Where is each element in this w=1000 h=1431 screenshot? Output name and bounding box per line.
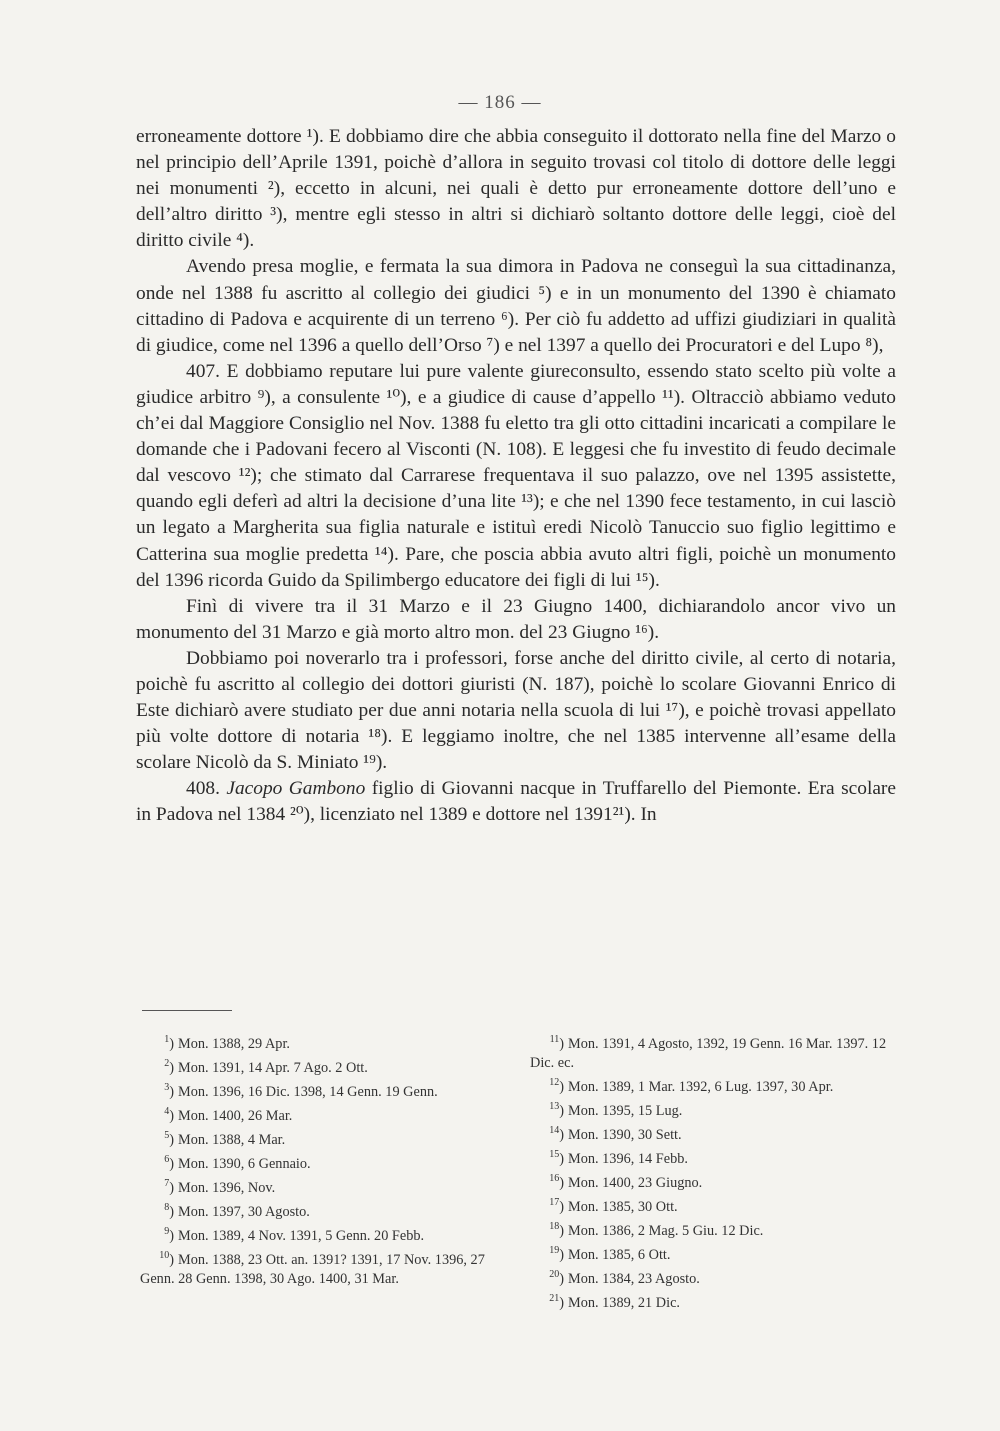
footnote-text: Mon. 1385, 30 Ott.: [568, 1198, 678, 1215]
footnote-text: Mon. 1386, 2 Mag. 5 Giu. 12 Dic.: [568, 1222, 764, 1239]
footnote-number: $^{19}$): [549, 1244, 564, 1263]
footnote: [530, 1121, 896, 1145]
footnote: [530, 1097, 896, 1121]
footnote: [140, 1198, 502, 1222]
footnote: [140, 1030, 502, 1054]
footnote-text: Mon. 1396, Nov.: [178, 1179, 276, 1196]
footnote: [530, 1145, 896, 1169]
paragraph: Avendo presa moglie, e fermata la sua dimora in Padova ne conseguì la sua cittadinanza, onde nel 1388 fu ascritto al collegio dei giudici ⁵) e in un monumento del 1390 è chiamato cittadino di Padova e acquirente di un terreno ⁶). Per ciò fu addetto ad uffizi giudiziari in qualità di giudice, come nel 1396 a quello dell’Orso ⁷) e nel 1397 a quello dei Procuratori e del Lupo ⁸),: [136, 256, 896, 356]
paragraph: erroneamente dottore ¹). E dobbiamo dire che abbia conseguito il dottorato nella fine del Marzo o nel principio dell’Aprile 1391, poichè d’allora in seguito trovasi col titolo di dottore delle leggi nei monumenti ²), eccetto in alcuni, nei quali è detto pur erroneamente dottore dell’uno e dell’altro diritto ³), mentre egli stesso in altri si dichiarò soltanto dottore delle leggi, cioè del diritto civile ⁴).: [136, 126, 896, 252]
paragraph-last: 408. Jacopo Gambono figlio di Giovanni nacque in Truffarello del Piemonte. Era scolare in Padova nel 1384 ²⁰), licenziato nel 1389 e dottore nel 1391²¹). In: [136, 778, 896, 826]
paragraph: Dobbiamo poi noverarlo tra i professori, forse anche del diritto civile, al certo di notaria, poichè fu ascritto al collegio dei dottori giuristi (N. 187), poichè lo scolare Giovanni Enrico di Este dichiarò avere studiato per due anni notaria nella scuola di lui ¹⁷), e poichè trovasi appellato più volte dottore di notaria ¹⁸). E leggiamo inoltre, che nel 1385 intervenne all’esame della scolare Nicolò da S. Miniato ¹⁹).: [136, 647, 896, 774]
footnote-text: Mon. 1396, 14 Febb.: [568, 1150, 688, 1167]
footnote-text: Mon. 1400, 23 Giugno.: [568, 1174, 703, 1191]
footnote-number: $^{14}$): [549, 1125, 564, 1143]
paragraph: Finì di vivere tra il 31 Marzo e il 23 Giugno 1400, dichiarandolo ancor vivo un monumento del 31 Marzo e già morto altro mon. del 23 Giugno ¹⁶).: [136, 595, 896, 643]
footnotes-left-column: [140, 1030, 502, 1289]
footnote-text: Mon. 1395, 15 Lug.: [568, 1102, 683, 1119]
footnote: [140, 1222, 502, 1246]
footnote-number: $^{17}$): [549, 1197, 564, 1215]
footnotes-right-column: [530, 1030, 896, 1313]
footnote: [530, 1265, 896, 1289]
footnote-text: Mon. 1384, 23 Agosto.: [568, 1270, 700, 1287]
footnote-number: $^{21}$): [549, 1292, 564, 1311]
footnote-text: Mon. 1390, 30 Sett.: [568, 1126, 682, 1143]
footnote-number: $^{20}$): [549, 1268, 564, 1287]
footnote-number: $^{12}$): [549, 1077, 564, 1095]
footnote-number: $^{18}$): [549, 1220, 564, 1239]
footnote: [530, 1073, 896, 1097]
footnote-number: $^1$): [164, 1034, 174, 1052]
footnote-text: Mon. 1389, 4 Nov. 1391, 5 Genn. 20 Febb.: [178, 1227, 425, 1244]
footnote-text: Mon. 1388, 29 Apr.: [178, 1035, 291, 1052]
footnote-number: $^{11}$): [549, 1034, 564, 1052]
footnote: [140, 1246, 502, 1289]
footnote-number: $^9$): [164, 1225, 174, 1244]
footnote-text: Mon. 1388, 23 Ott. an. 1391? 1391, 17 Nov. 1396, 27 Genn. 28 Genn. 1398, 30 Ago. 1400, 31 Mar.: [140, 1251, 485, 1287]
footnote-number: $^{15}$): [549, 1149, 564, 1167]
footnote-number: $^3$): [164, 1081, 174, 1100]
footnote: [530, 1193, 896, 1217]
footnote-number: $^{10}$): [159, 1249, 174, 1268]
footnote: [530, 1217, 896, 1241]
footnote-text: Mon. 1397, 30 Agosto.: [178, 1203, 310, 1220]
paragraph: 407. E dobbiamo reputare lui pure valente giureconsulto, essendo stato scelto più volte a giudice arbitro ⁹), a consulente ¹⁰), e a giudice di cause d’appello ¹¹). Oltracciò abbiamo veduto ch’ei dal Maggiore Consiglio nel Nov. 1388 fu eletto tra gli otto cittadini incaricati a compilare le domande che i Padovani fecero al Visconti (N. 108). E leggesi che fu investito di feudo decimale dal vescovo ¹²); che stimato dal Carrarese frequentava il suo palazzo, ove nel 1395 assistette, quando egli deferì ad altri la decisione d’una lite ¹³); e che nel 1390 fece testamento, in cui lasciò un legato a Margherita sua figlia naturale e istituì eredi Nicolò Tanuccio suo figlio legittimo e Catterina sua moglie predetta ¹⁴). Pare, che poscia abbia avuto altri figli, poichè un monumento del 1396 ricorda Guido da Spilimbergo educatore dei figli di lui ¹⁵).: [136, 360, 896, 591]
page-number: — 186 —: [458, 92, 542, 113]
footnote-text: Mon. 1400, 26 Mar.: [178, 1107, 293, 1124]
footnote-text: Mon. 1385, 6 Ott.: [568, 1246, 671, 1263]
footnote-text: Mon. 1390, 6 Gennaio.: [178, 1155, 311, 1172]
footnote: [140, 1102, 502, 1126]
footnote: [140, 1078, 502, 1102]
footnote-text: Mon. 1396, 16 Dic. 1398, 14 Genn. 19 Genn.: [178, 1083, 438, 1100]
footnote-number: $^7$): [164, 1177, 174, 1196]
footnote-number: $^8$): [164, 1201, 174, 1220]
person-name: Jacopo Gambono: [226, 778, 366, 800]
footnote-number: $^4$): [164, 1105, 174, 1124]
footnote: [140, 1150, 502, 1174]
footnote: [530, 1241, 896, 1265]
footnote: [140, 1126, 502, 1150]
footnote-text: Mon. 1391, 14 Apr. 7 Ago. 2 Ott.: [178, 1059, 368, 1076]
footnote-number: $^{13}$): [549, 1101, 564, 1119]
main-text: [136, 124, 896, 829]
footnote-separator: [142, 1010, 232, 1011]
footnote-text: Mon. 1388, 4 Mar.: [178, 1131, 286, 1148]
footnote-text: Mon. 1389, 21 Dic.: [568, 1294, 680, 1311]
footnote: [530, 1030, 896, 1073]
footnote: [140, 1174, 502, 1198]
footnote-text: Mon. 1391, 4 Agosto, 1392, 19 Genn. 16 Mar. 1397. 12 Dic. ec.: [530, 1035, 887, 1071]
footnote: [530, 1169, 896, 1193]
footnote-number: $^5$): [164, 1129, 174, 1148]
footnote-text: Mon. 1389, 1 Mar. 1392, 6 Lug. 1397, 30 Apr.: [568, 1078, 834, 1095]
footnote-number: $^{16}$): [549, 1173, 564, 1191]
footnote-number: $^6$): [164, 1153, 174, 1172]
footnote: [140, 1054, 502, 1078]
footnote-number: $^2$): [164, 1057, 174, 1076]
footnote: [530, 1289, 896, 1313]
